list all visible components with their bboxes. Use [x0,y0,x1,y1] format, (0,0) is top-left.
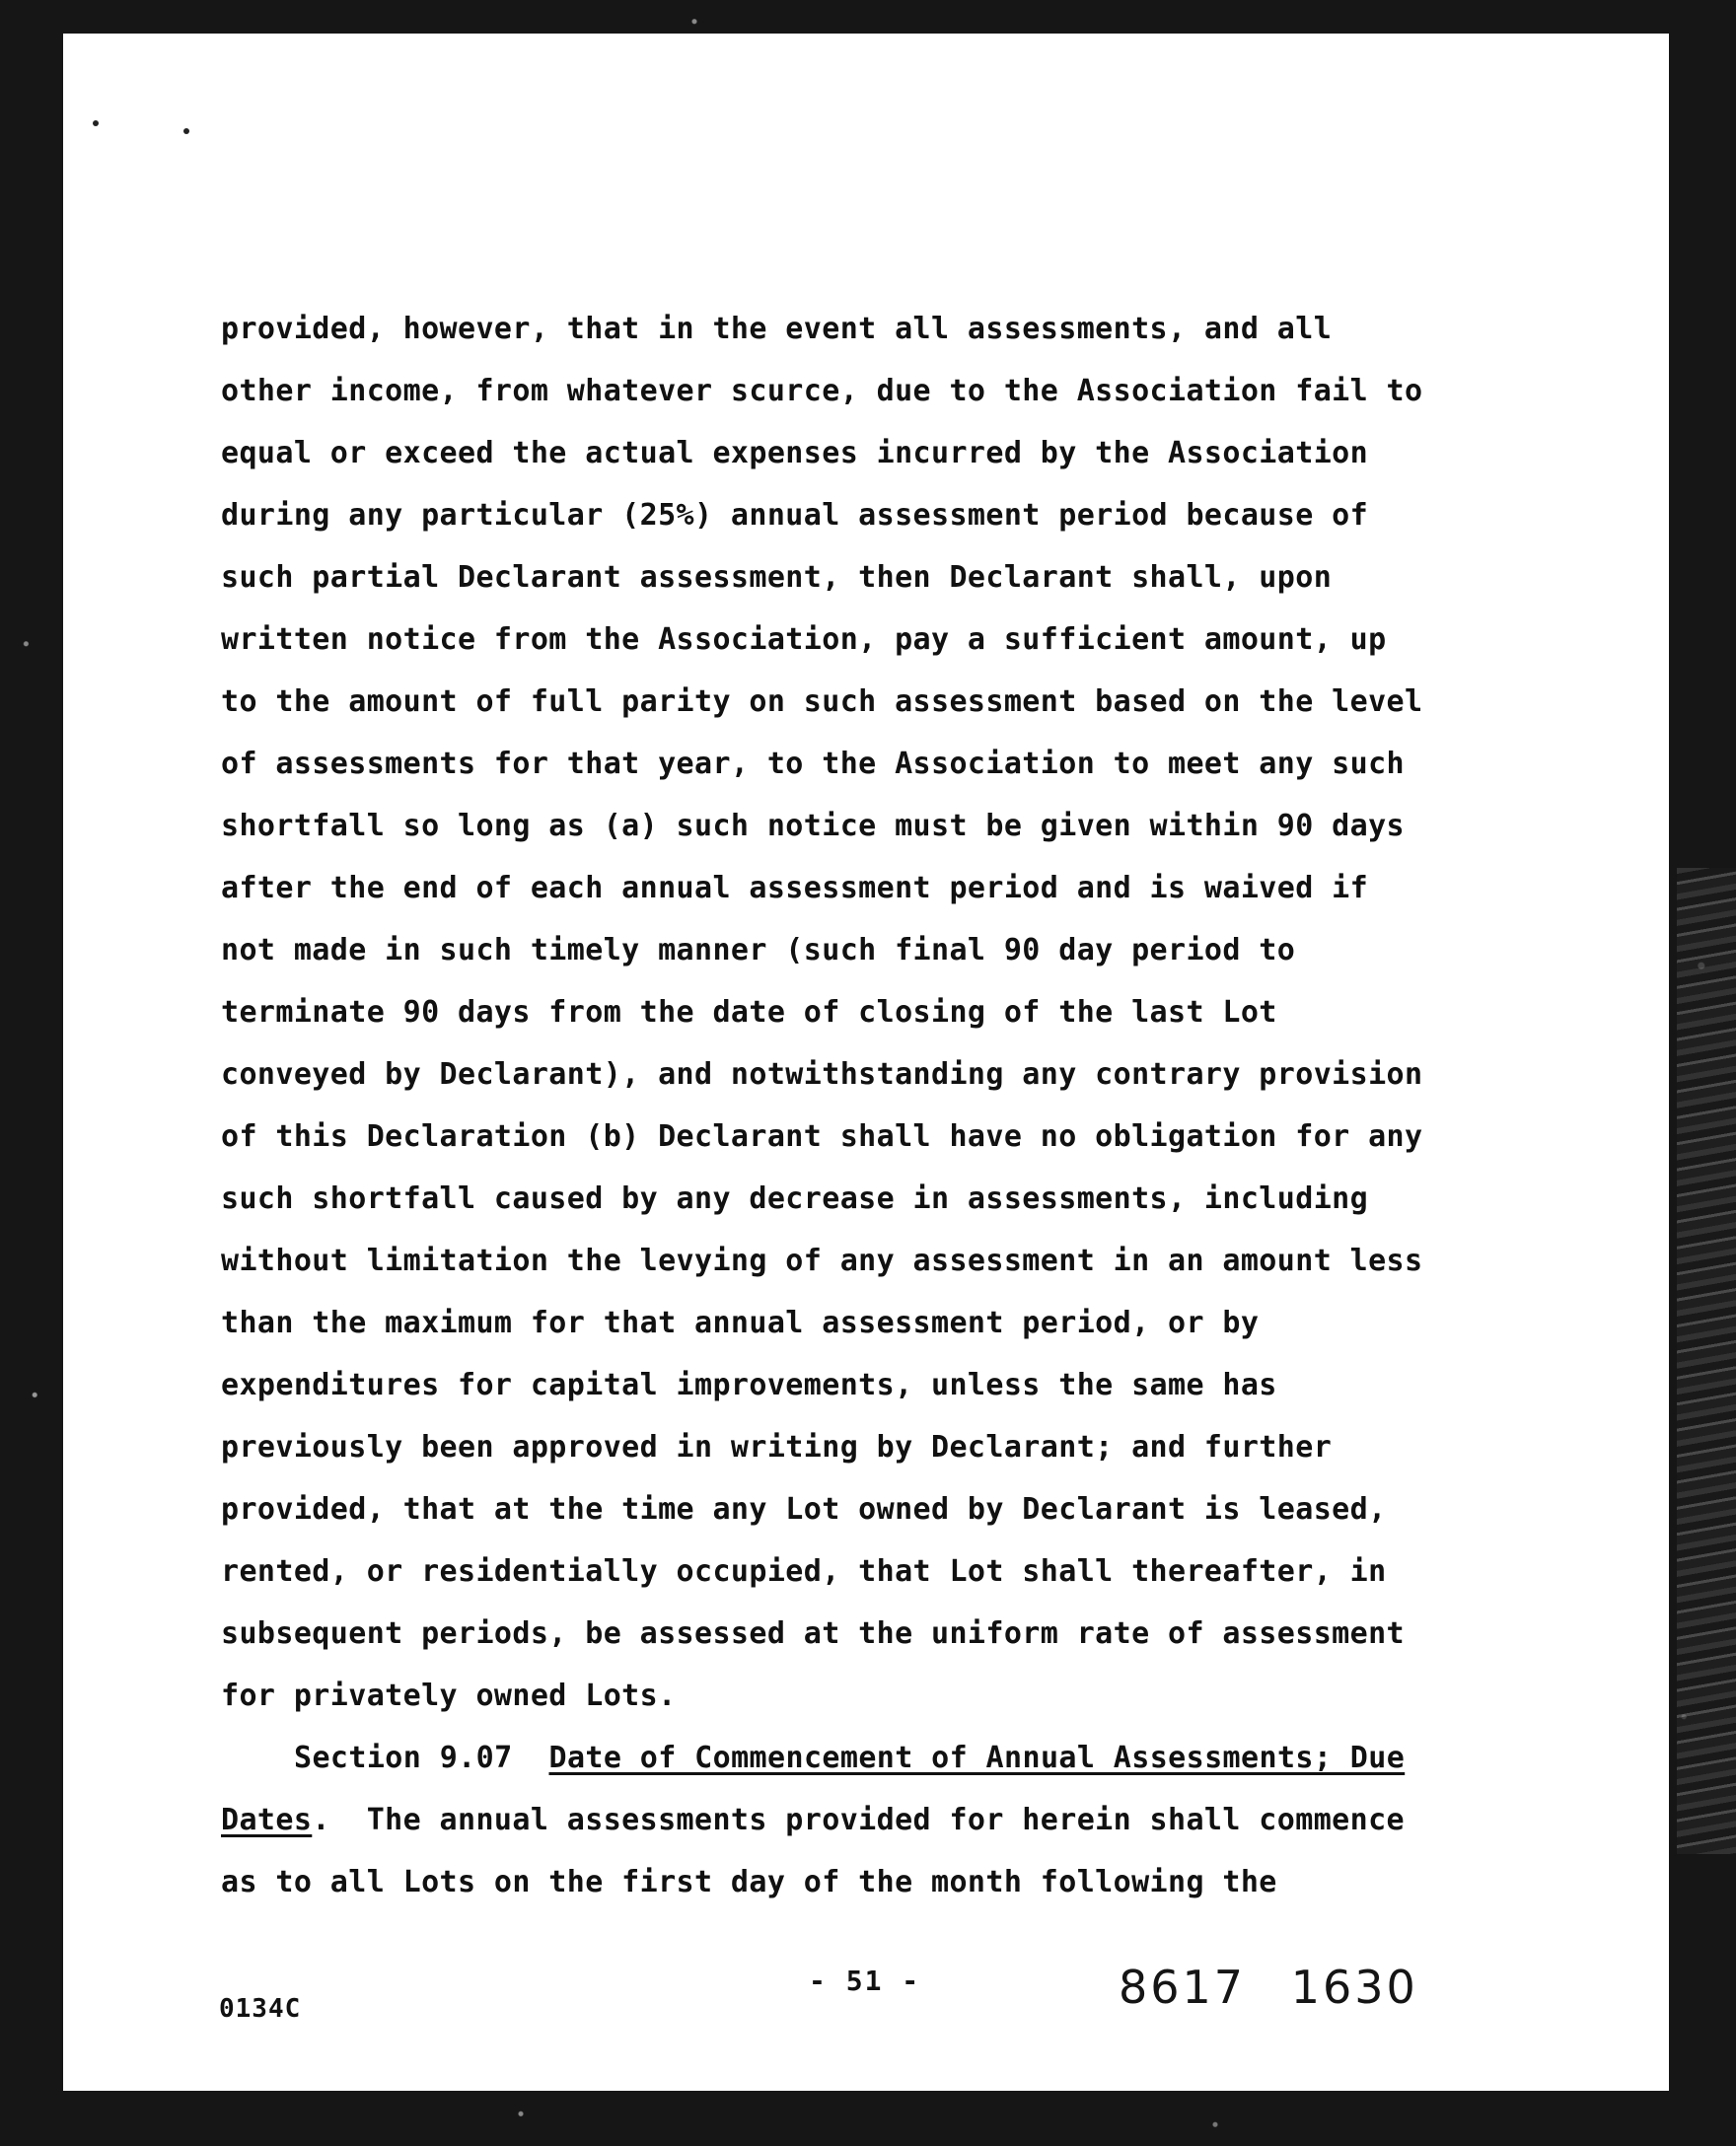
text-line: during any particular (25%) annual assessment period because of [221,498,1369,533]
text-line: without limitation the levying of any assessment in an amount less [221,1244,1423,1278]
text-line: for privately owned Lots. [221,1679,677,1713]
text-line: other income, from whatever scurce, due to the Association fail to [221,374,1423,408]
text-line: such partial Declarant assessment, then Declarant shall, upon [221,560,1333,595]
document-page [63,34,1669,2091]
text-line: to the amount of full parity on such assessment based on the level [221,684,1423,719]
page-number: - 51 - [809,1965,921,1997]
section-title-continued: Dates [221,1803,313,1837]
document-code: 0134C [219,1994,302,2024]
text-line: terminate 90 days from the date of closing of the last Lot [221,995,1277,1030]
text-line: provided, however, that in the event all assessments, and all [221,312,1333,346]
text-line: rented, or residentially occupied, that Lot shall thereafter, in [221,1554,1387,1589]
text-line: provided, that at the time any Lot owned by Declarant is leased, [221,1492,1387,1527]
text-line: conveyed by Declarant), and notwithstanding any contrary provision [221,1057,1423,1092]
text-line: previously been approved in writing by Declarant; and further [221,1430,1333,1465]
section-text: . The annual assessments provided for herein shall commence [312,1803,1406,1837]
text-line: written notice from the Association, pay a sufficient amount, up [221,622,1387,657]
text-line: not made in such timely manner (such final 90 day period to [221,933,1296,967]
recording-number: 8617 1630 [1119,1961,1418,2014]
section-number: Section 9.07 [294,1741,513,1775]
text-line: equal or exceed the actual expenses incurred by the Association [221,436,1369,470]
text-line [221,1789,1562,1851]
stray-mark [183,128,189,134]
text-line: of assessments for that year, to the Association to meet any such [221,747,1405,781]
body-text [221,298,1562,1913]
text-line: as to all Lots on the first day of the month following the [221,1865,1277,1899]
text-line: shortfall so long as (a) such notice must be given within 90 days [221,809,1405,843]
text-line: of this Declaration (b) Declarant shall have no obligation for any [221,1119,1423,1154]
text-line: subsequent periods, be assessed at the uniform rate of assessment [221,1616,1405,1651]
section-heading-line [221,1727,1562,1789]
text-line: after the end of each annual assessment period and is waived if [221,871,1369,905]
text-line: such shortfall caused by any decrease in assessments, including [221,1181,1369,1216]
scan-smudge [1677,868,1736,1854]
text-line: expenditures for capital improvements, unless the same has [221,1368,1277,1402]
section-title: Date of Commencement of Annual Assessments; Due [548,1741,1406,1775]
text-line: than the maximum for that annual assessment period, or by [221,1306,1260,1340]
stray-mark [93,120,99,126]
